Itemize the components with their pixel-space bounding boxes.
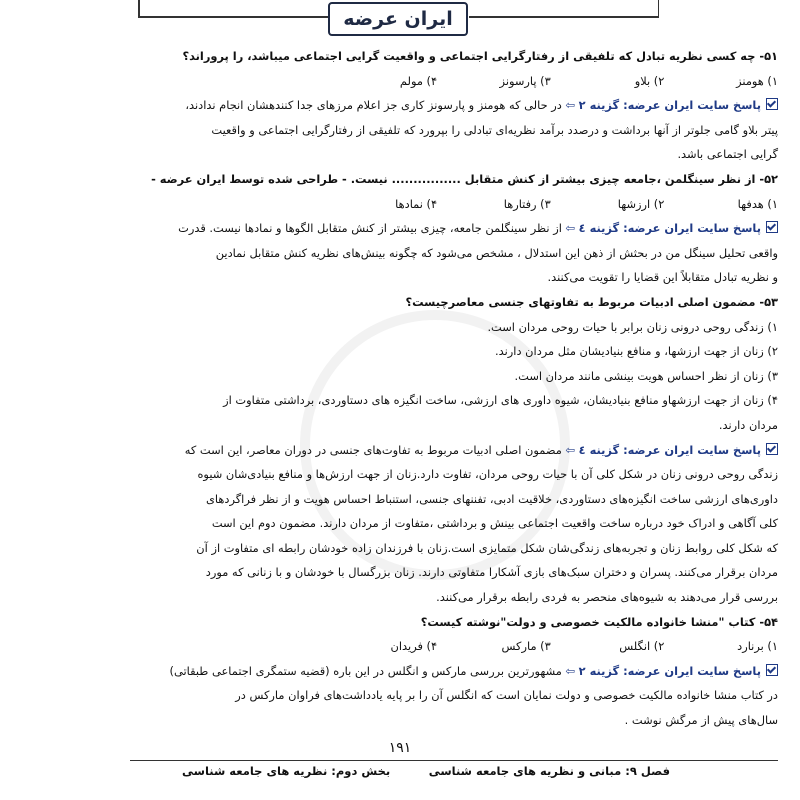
question-53-answer-text-3: داوری‌های ارزشی ساخت انگیزه‌های دستاوردی، خلاقیت ادبی، تفننهای جنسی، استنباط احساس هویت و از نظر فراگردهای bbox=[206, 491, 778, 506]
question-51-options bbox=[130, 69, 778, 94]
question-53-answer-line-1 bbox=[130, 438, 778, 463]
question-54-answer-label: پاسخ سایت ایران عرضه: گزینه ۲ bbox=[578, 663, 761, 678]
question-51-text: ۵۱- چه کسی نظریه تبادل که تلفیقی از رفتارگرایی اجتماعی و واقعیت گرایی اجتماعی میباشد، را پروراند؟ bbox=[182, 49, 778, 63]
header-frame-tick-right bbox=[658, 0, 660, 17]
question-53-option-4-cont: مردان دارند. bbox=[718, 417, 778, 432]
question-53-option-4: ۴) زنان از جهت ارزشهاو منافع بنیادیشان، شیوه داوری های ارزشی، ساخت انگیزه های دستاوردی، برداشتی متفاوت از bbox=[223, 393, 778, 408]
arrow-left-icon: ⇦ bbox=[565, 442, 576, 457]
question-53-option-2: ۲) زنان از جهت ارزشها، و منافع بنیادیشان مثل مردان دارند. bbox=[495, 344, 778, 359]
question-53-answer-text-6: مردان برقرار می‌کنند. پسران و دختران سبک‌های بازی آشکارا متفاوتی دارند. زنان بزرگسال با خودشان و با زنانی که مورد bbox=[205, 565, 778, 580]
question-54-option-2: ۲) انگلس bbox=[619, 639, 665, 654]
checkbox-icon bbox=[766, 443, 778, 455]
header-rule-left bbox=[138, 16, 328, 18]
checkbox-icon bbox=[766, 664, 778, 676]
page-content bbox=[130, 44, 778, 733]
question-53-answer-text-7: بررسی قرار می‌دهند به شیوه‌های منحصر به فردی رابطه برقرار می‌کنند. bbox=[436, 590, 778, 605]
checkbox-icon bbox=[766, 221, 778, 233]
question-51-answer-label: پاسخ سایت ایران عرضه: گزینه ۲ bbox=[578, 98, 761, 113]
question-53-option-1: ۱) زندگی روحی درونی زنان برابر با حیات روحی مردان است. bbox=[487, 319, 778, 334]
question-54-answer-text-1: مشهورترین بررسی مارکس و انگلس در این باره (قضیه ستمگری اجتماعی طبقاتی) bbox=[169, 663, 562, 678]
question-54-answer-line-1 bbox=[130, 659, 778, 684]
question-52-answer-text-2: واقعی تحلیل سینگل من در بحثش از ذهن این استدلال ، مشخص می‌شود که چگونه بینش‌های نظریه کنش متقابل نمادین bbox=[215, 245, 778, 260]
question-53-answer-text-1: مضمون اصلی ادبیات مربوط به تفاوت‌های جنسی در دوران معاصر، این است که bbox=[184, 442, 562, 457]
question-51-answer-line-1 bbox=[130, 93, 778, 118]
question-54-option-3: ۳) مارکس bbox=[501, 639, 551, 654]
question-54-option-1: ۱) برنارد bbox=[737, 639, 778, 654]
brand-logo: ایران عرضه bbox=[328, 2, 468, 36]
arrow-left-icon: ⇦ bbox=[565, 98, 576, 113]
question-53-answer-label: پاسخ سایت ایران عرضه: گزینه ٤ bbox=[578, 442, 761, 457]
header-frame-tick-left bbox=[138, 0, 140, 17]
footer-chapter-title: فصل ۹: مبانی و نظریه های جامعه شناسی bbox=[428, 764, 670, 778]
header-rule-right bbox=[469, 16, 659, 18]
question-51-option-3: ۳) پارسونز bbox=[499, 73, 551, 88]
question-51-option-1: ۱) هومنز bbox=[736, 73, 778, 88]
question-51-answer-text-2: پیتر بلاو گامی جلوتر از آنها برداشت و درصدد برآمد نظریه‌ای تبادلی را بپرورد که تلفیقی از رفتارگرایی اجتماعی و واقعیت bbox=[211, 122, 778, 137]
question-52-option-1: ۱) هدفها bbox=[737, 196, 778, 211]
question-52-option-4: ۴) نمادها bbox=[395, 196, 438, 211]
question-53-answer-text-4: کلی آگاهی و ادراک خود درباره ساخت واقعیت اجتماعی بینش و برداشتی ،متفاوت از مردان دارند. مضمون دوم این است bbox=[211, 516, 778, 531]
question-52-options bbox=[130, 192, 778, 217]
question-53-text: ۵۳- مضمون اصلی ادبیات مربوط به تفاوتهای جنسی معاصرچیست؟ bbox=[405, 294, 778, 309]
question-51-option-4: ۴) مولم bbox=[399, 73, 438, 88]
header-frame bbox=[138, 0, 659, 42]
question-53-answer-text-2: زندگی روحی درونی زنان در شکل کلی آن با حیات روحی مردان، تفاوت دارد.زنان از جهت ارزش‌ها و منافع بنیادی‌شان شیوه bbox=[197, 467, 778, 482]
checkbox-icon bbox=[766, 98, 778, 110]
footer-rule bbox=[130, 760, 778, 761]
footer-section-title: بخش دوم: نظریه های جامعه شناسی bbox=[182, 764, 391, 778]
question-52-option-3: ۳) رفتارها bbox=[503, 196, 551, 211]
question-52-answer-label: پاسخ سایت ایران عرضه: گزینه ٤ bbox=[578, 221, 761, 236]
question-51-option-2: ۲) بلاو bbox=[634, 73, 665, 88]
question-52-text: ۵۲- از نظر سینگلمن ،جامعه چیزی بیشتر از کنش متقابل ................ نیست. - طراحی شده توسط ایران عرضه - bbox=[151, 171, 778, 186]
question-52-answer-text-1: از نظر سینگلمن جامعه، چیزی بیشتر از کنش متقابل الگوها و نمادها نیست. قدرت bbox=[178, 221, 562, 236]
page-number: ۱۹۱ bbox=[388, 740, 412, 756]
question-54-answer-text-3: سال‌های پیش از مرگش نوشت . bbox=[624, 713, 778, 728]
question-51-answer-text-1: در حالی که هومنز و پارسونز کاری جز اعلام مرزهای جدا کنندهشان انجام ندادند، bbox=[185, 98, 562, 113]
question-54-answer-text-2: در کتاب منشا خانواده مالکیت خصوصی و دولت نمایان است که انگلس آن را بر پایه یادداشت‌های فراوان مارکس در bbox=[235, 688, 778, 703]
question-51-answer-text-3: گرایی اجتماعی باشد. bbox=[677, 147, 778, 162]
question-54-options bbox=[130, 634, 778, 659]
question-52-option-2: ۲) ارزشها bbox=[617, 196, 665, 211]
arrow-left-icon: ⇦ bbox=[565, 663, 576, 678]
question-53-option-3: ۳) زنان از نظر احساس هویت بینشی مانند مردان است. bbox=[514, 368, 778, 383]
arrow-left-icon: ⇦ bbox=[565, 221, 576, 236]
question-53-answer-text-5: که شکل کلی روابط زنان و تجربه‌های زندگی‌شان شکل متمایزی است.زنان با فرزندان زاده خودشان رابطه ای متفاوت از آن bbox=[196, 540, 778, 555]
question-54-option-4: ۴) فریدان bbox=[390, 639, 438, 654]
question-52-answer-text-3: و نظریه تبادل متقابلاً این قضایا را تقویت می‌کنند. bbox=[547, 270, 778, 285]
question-52-answer-line-1 bbox=[130, 216, 778, 241]
question-54-text: ۵۴- کتاب "منشا خانواده مالکیت خصوصی و دولت"نوشته کیست؟ bbox=[420, 614, 778, 629]
